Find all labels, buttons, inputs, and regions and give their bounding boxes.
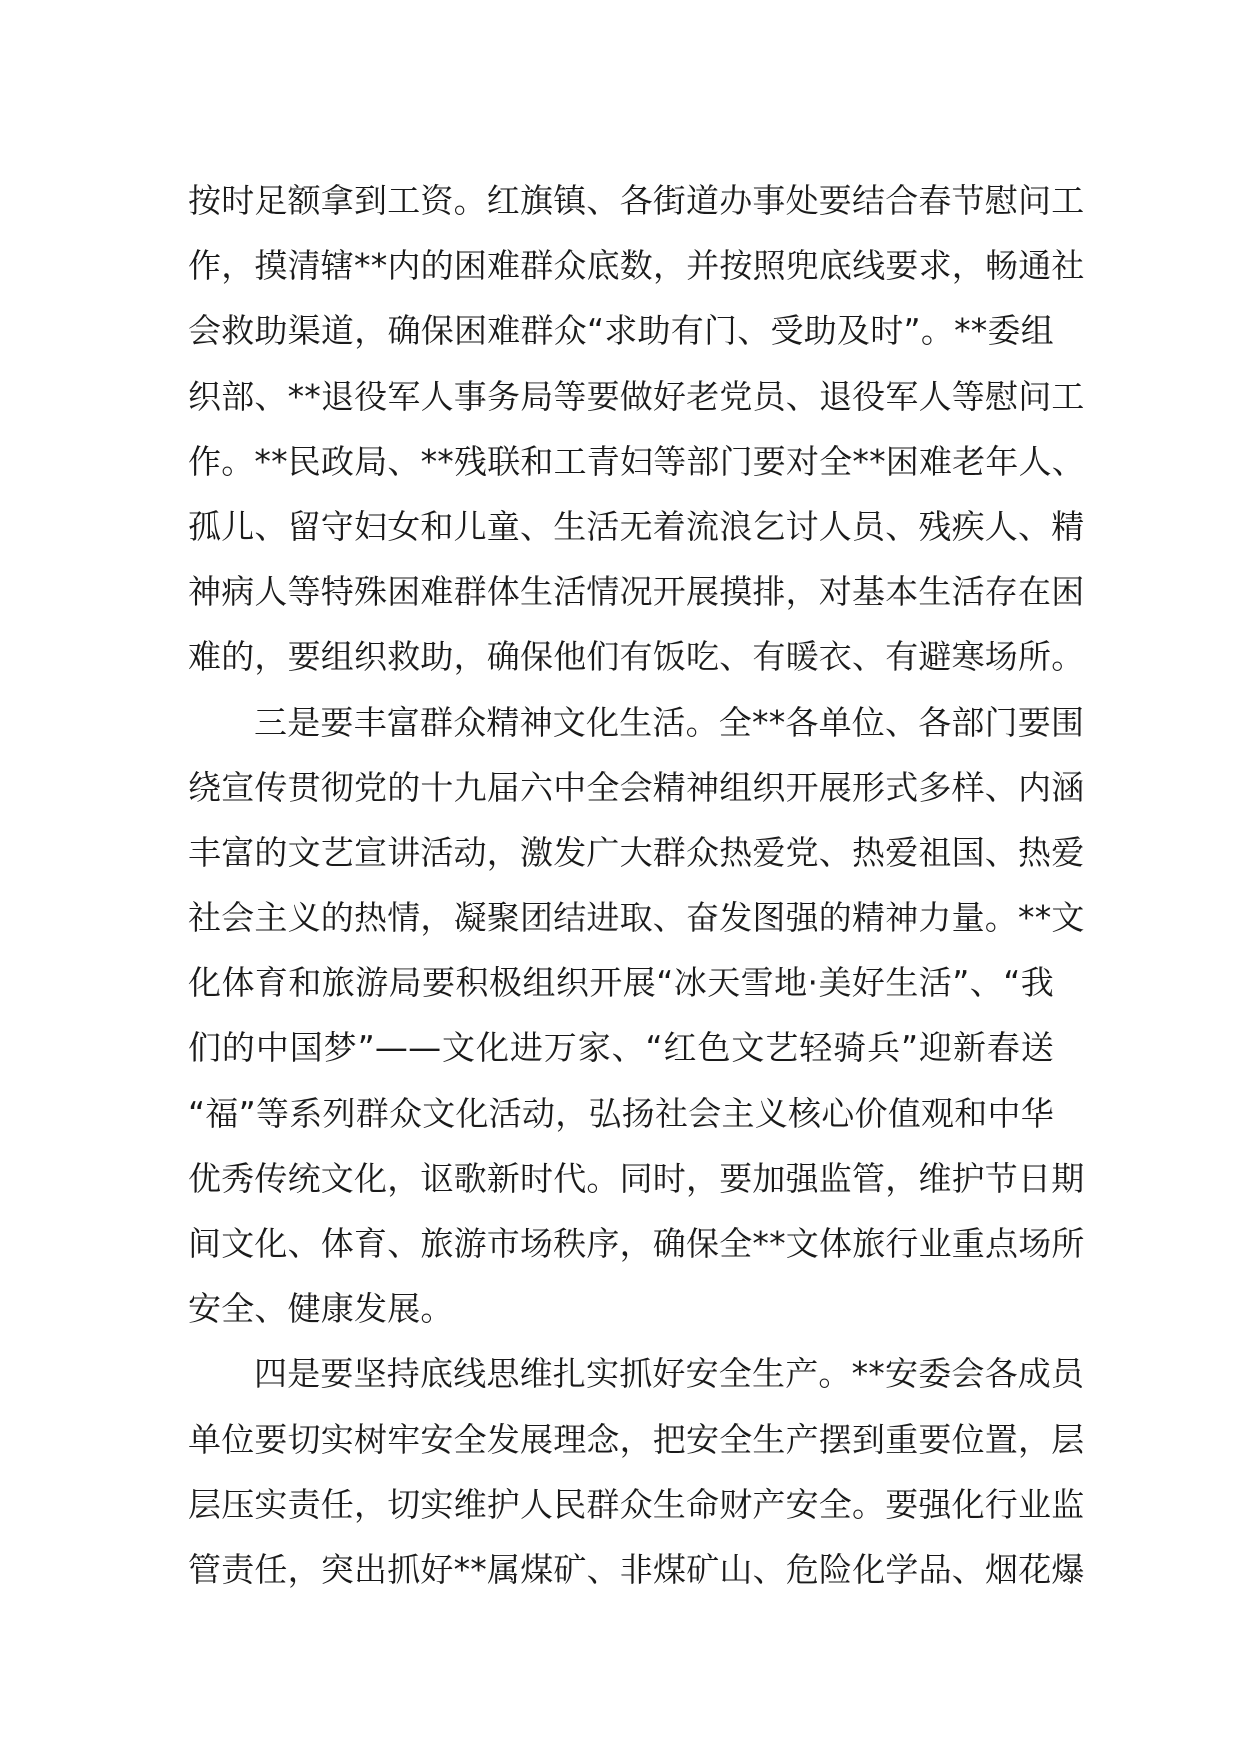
text-line: 按时足额拿到工资。红旗镇、各街道办事处要结合春节慰问工 — [188, 181, 1085, 220]
text-line: 单位要切实树牢安全发展理念，把安全生产摆到重要位置，层 — [188, 1419, 1085, 1459]
paragraph-1 — [188, 168, 1085, 690]
text-line: 难的，要组织救助，确保他们有饭吃、有暖衣、有避寒场所。 — [188, 637, 1085, 677]
text-line: 管责任，突出抓好**属煤矿、非煤矿山、危险化学品、烟花爆 — [188, 1549, 1085, 1589]
paragraph-3 — [188, 1341, 1085, 1602]
text-line: 会救助渠道，确保困难群众“求助有门、受助及时”。**委组 — [188, 311, 1054, 351]
text-line: 们的中国梦”——文化进万家、“红色文艺轻骑兵”迎新春送 — [188, 1028, 1054, 1068]
text-line: 优秀传统文化，讴歌新时代。同时，要加强监管，维护节日期 — [188, 1158, 1085, 1198]
text-line: 神病人等特殊困难群体生活情况开展摸排，对基本生活存在困 — [188, 572, 1085, 612]
text-line: 社会主义的热情，凝聚团结进取、奋发图强的精神力量。**文 — [188, 898, 1085, 938]
text-line: 作，摸清辖**内的困难群众底数，并按照兜底线要求，畅通社 — [188, 246, 1085, 286]
text-line: 安全、健康发展。 — [188, 1289, 454, 1329]
text-line: 层压实责任，切实维护人民群众生命财产安全。要强化行业监 — [188, 1484, 1085, 1524]
text-line: 化体育和旅游局要积极组织开展“冰天雪地·美好生活”、“我 — [188, 963, 1054, 1003]
text-line: “福”等系列群众文化活动，弘扬社会主义核心价值观和中华 — [188, 1093, 1054, 1133]
text-line: 孤儿、留守妇女和儿童、生活无着流浪乞讨人员、残疾人、精 — [188, 506, 1085, 546]
paragraph-2 — [188, 690, 1085, 1342]
text-line: 三是要丰富群众精神文化生活。全**各单位、各部门要围 — [254, 702, 1085, 742]
text-line: 间文化、体育、旅游市场秩序，确保全**文体旅行业重点场所 — [188, 1224, 1085, 1263]
document-page — [188, 168, 1085, 1602]
text-line: 织部、**退役军人事务局等要做好老党员、退役军人等慰问工 — [188, 376, 1085, 416]
text-line: 丰富的文艺宣讲活动，激发广大群众热爱党、热爱祖国、热爱 — [188, 832, 1085, 872]
text-line: 绕宣传贯彻党的十九届六中全会精神组织开展形式多样、内涵 — [188, 767, 1085, 807]
text-line: 作。**民政局、**残联和工青妇等部门要对全**困难老年人、 — [188, 441, 1085, 481]
text-line: 四是要坚持底线思维扎实抓好安全生产。**安委会各成员 — [254, 1354, 1085, 1394]
